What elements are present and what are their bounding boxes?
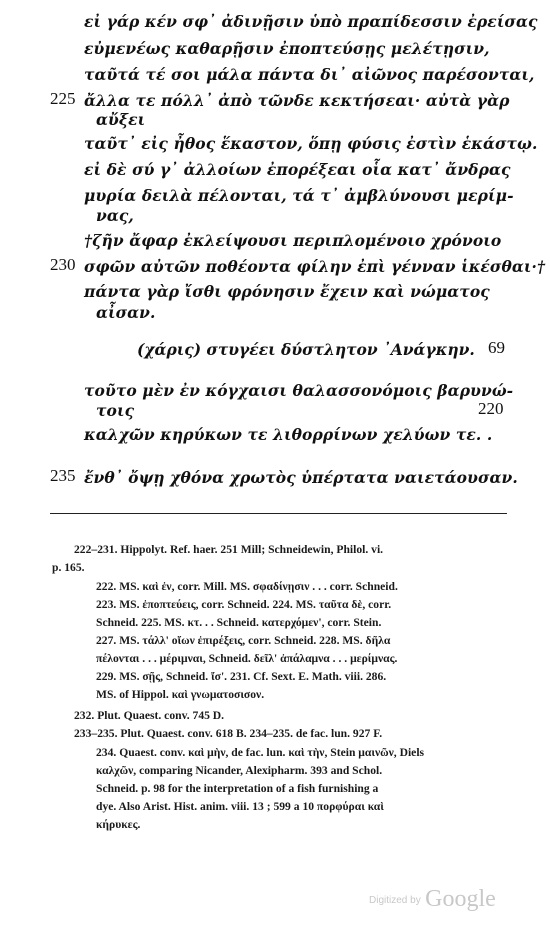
watermark-prefix: Digitized by [369, 895, 421, 906]
footnote-line: 222. MS. καὶ ἐν, corr. Mill. MS. σφαδίνῃσιν . . . corr. Schneid. [96, 580, 398, 593]
verse-line: ταῦτά τέ σοι μάλα πάντα δι᾽ αἰῶνος παρέσονται, [84, 65, 535, 84]
footnote-line: Schneid. 225. MS. κτ. . . Schneid. κατερχόμεν', corr. Stein. [96, 616, 382, 629]
watermark-brand: Google [425, 886, 496, 912]
verse-line: εἰ γάρ κέν σφ᾽ ἀδινῇσιν ὑπὸ πραπίδεσσιν ἐρείσας [84, 12, 538, 31]
verse-line: καλχῶν κηρύκων τε λιθορρίνων χελύων τε. . [84, 425, 493, 444]
verse-line: σφῶν αὐτῶν ποθέοντα φίλην ἐπὶ γένναν ἱκέσθαι·† [84, 257, 546, 276]
footnote-line: 223. MS. ἐποπτεύεις, corr. Schneid. 224. MS. ταῦτα δὲ, corr. [96, 598, 392, 611]
footnote-line: p. 165. [52, 561, 85, 574]
verse-line: ἄλλα τε πόλλ᾽ ἀπὸ τῶνδε κεκτήσεαι· αὐτὰ γὰρ [84, 91, 510, 110]
fragment-number: 220 [478, 399, 504, 418]
verse-line-continuation: νας, [96, 206, 134, 225]
line-number-235: 235 [50, 466, 76, 485]
verse-line-continuation: αἶσαν. [96, 303, 156, 322]
footnote-rule [50, 513, 507, 514]
footnote-line: dye. Also Arist. Hist. anim. viii. 13 ; 599 a 10 πορφύραι καὶ [96, 800, 384, 813]
verse-line-continuation: τοις [96, 401, 135, 420]
footnote-line: 233–235. Plut. Quaest. conv. 618 B. 234–235. de fac. lun. 927 F. [74, 727, 383, 740]
footnote-line: κήρυκες. [96, 818, 141, 831]
verse-line: †ζῆν ἄφαρ ἐκλείψουσι περιπλομένοιο χρόνοιο [84, 231, 502, 250]
footnote-line: 234. Quaest. conv. καὶ μὴν, de fac. lun. καὶ τὴν, Stein μαινῶν, Diels [96, 746, 425, 759]
verse-line: ταῦτ᾽ εἰς ἦθος ἕκαστον, ὅπῃ φύσις ἐστὶν ἑκάστῳ. [84, 134, 538, 153]
fragment-number: 69 [488, 338, 505, 357]
footnote-line: Schneid. p. 98 for the interpretation of a fish furnishing a [96, 782, 379, 795]
footnote-line: 227. MS. τάλλ' οἵων ἐπιρέξεις, corr. Schneid. 228. MS. δῆλα [96, 634, 391, 647]
footnote-line: 229. MS. σῇς, Schneid. ἴσ'. 231. Cf. Sext. E. Math. viii. 286. [96, 670, 387, 683]
fragment-heading: (χάρις) στυγέει δύστλητον ᾿Ανάγκην. [137, 340, 475, 359]
footnote-line: πέλονται . . . μέριμναι, Schneid. δεῖλ' ἀπάλαμνα . . . μερίμνας. [96, 652, 398, 665]
footnote-line: 222–231. Hippolyt. Ref. haer. 251 Mill; Schneidewin, Philol. vi. [74, 543, 384, 556]
verse-line: ἔνθ᾽ ὄψῃ χθόνα χρωτὸς ὑπέρτατα ναιετάουσαν. [84, 468, 518, 487]
verse-line: μυρία δειλὰ πέλονται, τά τ᾽ ἀμβλύνουσι μερίμ- [84, 186, 514, 205]
line-number-230: 230 [50, 255, 76, 274]
verse-line: εἰ δὲ σύ γ᾽ ἀλλοίων ἐπορέξεαι οἷα κατ᾽ ἄνδρας [84, 160, 511, 179]
footnote-line: MS. of Hippol. καὶ γνωματοσισον. [96, 688, 265, 701]
line-number-225: 225 [50, 89, 76, 108]
footnote-line: καλχῶν, comparing Nicander, Alexipharm. 393 and Schol. [96, 764, 383, 777]
verse-line: εὐμενέως καθαρῇσιν ἐποπτεύσῃς μελέτῃσιν, [84, 39, 490, 58]
verse-line: τοῦτο μὲν ἐν κόγχαισι θαλασσονόμοις βαρυνώ- [84, 381, 514, 400]
verse-line-continuation: αὔξει [96, 110, 146, 129]
digitized-watermark [369, 886, 496, 913]
verse-line: πάντα γὰρ ἴσθι φρόνησιν ἔχειν καὶ νώματος [84, 282, 490, 301]
footnote-line: 232. Plut. Quaest. conv. 745 D. [74, 709, 225, 722]
